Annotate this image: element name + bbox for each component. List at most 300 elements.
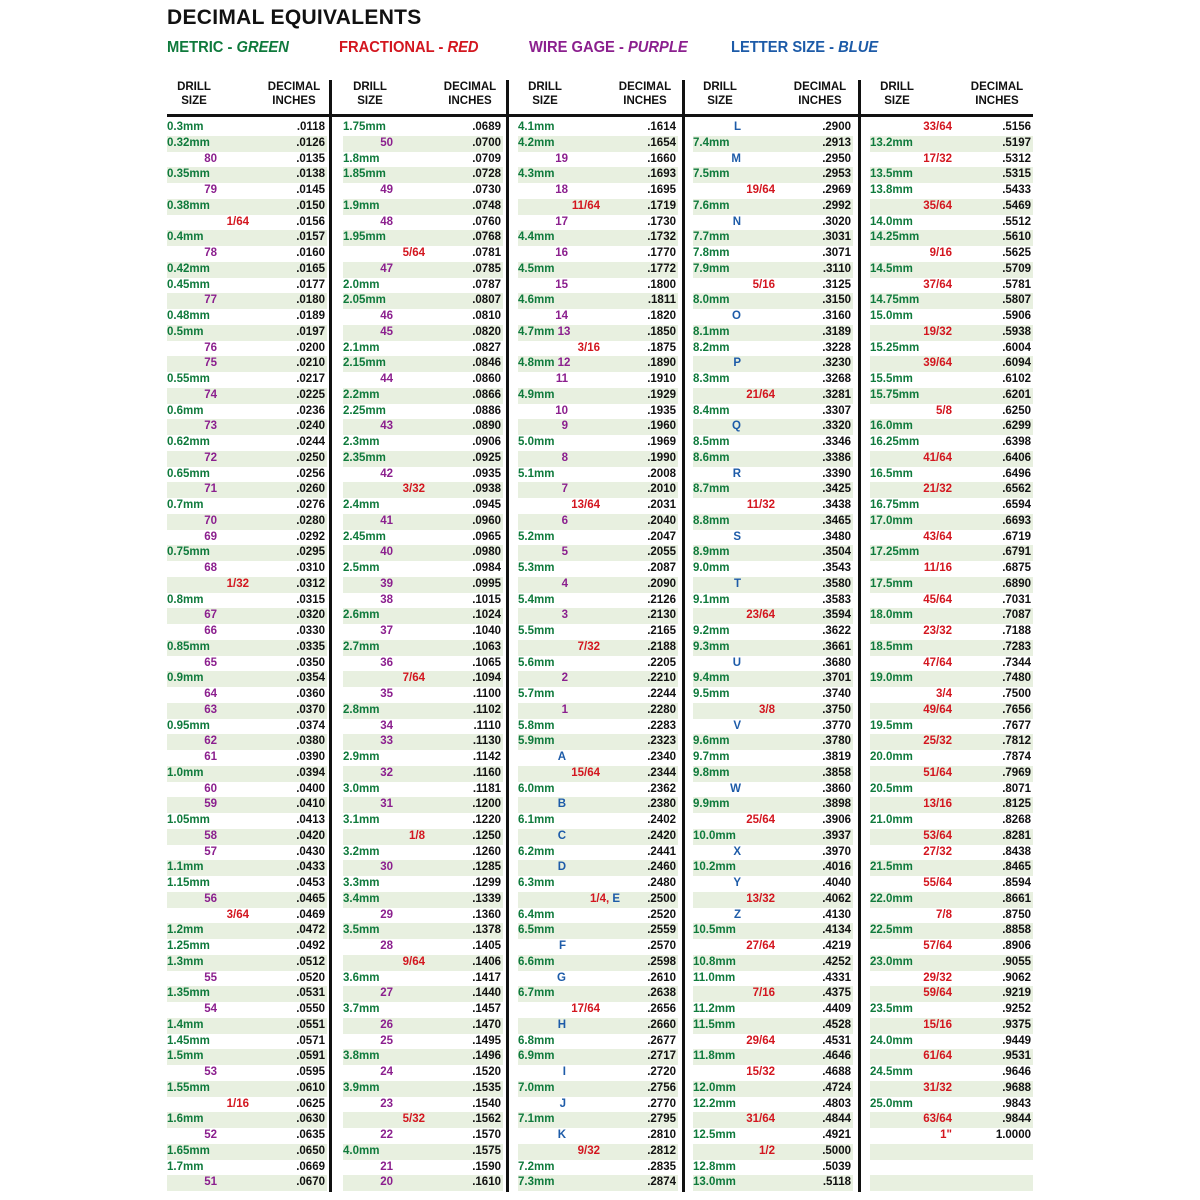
table-row bbox=[693, 262, 853, 278]
table-row bbox=[870, 561, 1033, 577]
decimal-inches: .3898 bbox=[822, 798, 851, 811]
table-row bbox=[693, 215, 853, 231]
drill-size: 1.1mm bbox=[167, 861, 204, 874]
drill-size: B bbox=[557, 798, 566, 811]
drill-size: 13.0mm bbox=[693, 1176, 736, 1189]
drill-size: 7.3mm bbox=[518, 1176, 555, 1189]
table-row bbox=[167, 608, 327, 624]
table-row bbox=[518, 1049, 678, 1065]
drill-size: 4.3mm bbox=[518, 168, 555, 181]
drill-size: 40 bbox=[380, 546, 393, 559]
decimal-inches: .6406 bbox=[1002, 451, 1031, 464]
drill-size: 17.0mm bbox=[870, 514, 913, 527]
header-text: INCHES bbox=[448, 95, 492, 107]
decimal-inches: .8071 bbox=[1002, 782, 1031, 795]
drill-size: 1.0mm bbox=[167, 766, 204, 779]
decimal-inches: .0472 bbox=[296, 924, 325, 937]
drill-size: 51/64 bbox=[923, 766, 952, 779]
drill-size: 4.8mm 12 bbox=[518, 357, 571, 370]
decimal-inches: .8750 bbox=[1002, 908, 1031, 921]
table-row bbox=[693, 1097, 853, 1113]
decimal-inches: .0925 bbox=[472, 451, 501, 464]
drill-size: 6.1mm bbox=[518, 814, 555, 826]
decimal-inches: .0965 bbox=[472, 530, 501, 543]
decimal-inches: .2812 bbox=[647, 1144, 676, 1157]
table-row bbox=[870, 719, 1033, 735]
decimal-inches: .1960 bbox=[647, 420, 676, 433]
table-row bbox=[518, 860, 678, 876]
drill-size: 7.4mm bbox=[693, 136, 730, 149]
drill-size: 35/64 bbox=[923, 199, 952, 212]
table-row bbox=[693, 1160, 853, 1176]
drill-size: 27/64 bbox=[746, 940, 775, 952]
decimal-inches: .2480 bbox=[647, 877, 676, 889]
header-text: SIZE bbox=[181, 95, 207, 107]
decimal-inches: .1610 bbox=[472, 1176, 501, 1189]
decimal-inches: .4409 bbox=[822, 1003, 851, 1015]
decimal-inches: .5315 bbox=[1002, 168, 1031, 181]
legend-wire-gage: WIRE GAGE - PURPLE bbox=[529, 39, 688, 56]
table-row bbox=[518, 687, 678, 703]
drill-size: 0.6mm bbox=[167, 404, 204, 417]
table-row bbox=[518, 199, 678, 215]
drill-size: 7/16 bbox=[752, 987, 775, 1000]
drill-size: 1.15mm bbox=[167, 877, 210, 889]
decimal-inches: .9646 bbox=[1002, 1066, 1031, 1078]
drill-size: 17.5mm bbox=[870, 577, 913, 590]
drill-size: 45 bbox=[380, 325, 393, 338]
decimal-inches: .5512 bbox=[1002, 215, 1031, 228]
drill-size: 15.25mm bbox=[870, 341, 920, 354]
table-row bbox=[343, 498, 503, 514]
decimal-inches: .2087 bbox=[647, 562, 676, 574]
drill-size: 20 bbox=[380, 1176, 393, 1189]
table-row bbox=[693, 703, 853, 719]
drill-size: 5.5mm bbox=[518, 625, 555, 637]
table-row bbox=[693, 656, 853, 672]
drill-size: 16 bbox=[555, 247, 568, 259]
decimal-inches: .1800 bbox=[647, 278, 676, 291]
table-row bbox=[343, 309, 503, 325]
decimal-inches: .0810 bbox=[472, 310, 501, 322]
decimal-inches: .0335 bbox=[296, 640, 325, 653]
decimal-inches: .2950 bbox=[822, 152, 851, 165]
table-row bbox=[167, 482, 327, 498]
drill-size: 8.3mm bbox=[693, 373, 730, 385]
drill-size: 6.8mm bbox=[518, 1034, 555, 1047]
drill-size: 3/32 bbox=[402, 483, 425, 496]
decimal-inches: .9055 bbox=[1002, 955, 1031, 968]
drill-size: 0.8mm bbox=[167, 593, 204, 606]
table-row bbox=[167, 813, 327, 829]
decimal-inches: .3465 bbox=[822, 514, 851, 527]
decimal-inches: .6094 bbox=[1002, 357, 1031, 370]
drill-size: 1/8 bbox=[409, 829, 425, 842]
table-row bbox=[518, 514, 678, 530]
decimal-inches: .3307 bbox=[822, 404, 851, 417]
decimal-inches-header bbox=[435, 80, 505, 108]
decimal-inches: .8438 bbox=[1002, 845, 1031, 858]
table-row bbox=[167, 703, 327, 719]
table-row bbox=[518, 782, 678, 798]
drill-size: 21.5mm bbox=[870, 861, 913, 874]
drill-size: 1.95mm bbox=[343, 231, 386, 244]
decimal-inches: .2441 bbox=[647, 845, 676, 858]
decimal-inches: .2656 bbox=[647, 1003, 676, 1015]
table-row bbox=[167, 593, 327, 609]
table-row bbox=[167, 246, 327, 262]
table-row bbox=[167, 1128, 327, 1144]
table-row bbox=[167, 577, 327, 593]
drill-size: 4.9mm bbox=[518, 388, 555, 401]
table-row bbox=[343, 766, 503, 782]
decimal-inches: .2756 bbox=[647, 1081, 676, 1094]
drill-size: Y bbox=[733, 877, 741, 889]
decimal-inches: .1496 bbox=[472, 1050, 501, 1063]
drill-size: 72 bbox=[204, 451, 217, 464]
decimal-inches: .0350 bbox=[296, 656, 325, 669]
drill-size: 3.2mm bbox=[343, 845, 380, 858]
decimal-inches: .4016 bbox=[822, 861, 851, 874]
table-row bbox=[343, 341, 503, 357]
drill-size: 31 bbox=[380, 798, 393, 811]
decimal-inches: .0126 bbox=[296, 136, 325, 149]
table-row bbox=[870, 530, 1033, 546]
table-row bbox=[870, 923, 1033, 939]
table-row bbox=[343, 215, 503, 231]
decimal-inches: .2420 bbox=[647, 829, 676, 842]
decimal-inches: .1015 bbox=[472, 593, 501, 606]
drill-size: 7.2mm bbox=[518, 1160, 555, 1173]
drill-size: 14.0mm bbox=[870, 215, 913, 228]
drill-size: 1 bbox=[561, 703, 568, 716]
table-row bbox=[343, 687, 503, 703]
drill-size: 8.2mm bbox=[693, 341, 730, 354]
drill-size: 4.4mm bbox=[518, 231, 555, 244]
header-text: INCHES bbox=[623, 95, 667, 107]
drill-size: 11 bbox=[555, 373, 568, 385]
decimal-inches: .2677 bbox=[647, 1034, 676, 1047]
decimal-inches: .2323 bbox=[647, 735, 676, 748]
drill-size: 7.5mm bbox=[693, 168, 730, 181]
decimal-inches: .9844 bbox=[1002, 1113, 1031, 1126]
drill-size: 51 bbox=[204, 1176, 217, 1189]
drill-size: 3.7mm bbox=[343, 1003, 380, 1015]
drill-size: 23.5mm bbox=[870, 1003, 913, 1015]
drill-size: 7 bbox=[561, 483, 568, 496]
table-row bbox=[343, 561, 503, 577]
decimal-inches: .0420 bbox=[296, 829, 325, 842]
table-row bbox=[167, 120, 327, 136]
drill-size: 8.9mm bbox=[693, 546, 730, 559]
decimal-inches: .0315 bbox=[296, 593, 325, 606]
table-row bbox=[693, 1175, 853, 1191]
drill-size: 5.0mm bbox=[518, 436, 555, 448]
decimal-inches: .5906 bbox=[1002, 310, 1031, 322]
decimal-inches: .0320 bbox=[296, 609, 325, 622]
table-row bbox=[693, 860, 853, 876]
table-row bbox=[870, 1018, 1033, 1034]
drill-size: 63 bbox=[204, 703, 217, 716]
table-row bbox=[343, 1065, 503, 1081]
table-row bbox=[167, 640, 327, 656]
drill-size: 1/32 bbox=[226, 577, 249, 590]
drill-size: 1.4mm bbox=[167, 1018, 204, 1031]
decimal-inches: .3320 bbox=[822, 420, 851, 433]
decimal-inches: .6890 bbox=[1002, 577, 1031, 590]
decimal-inches: .8858 bbox=[1002, 924, 1031, 937]
decimal-inches: .1770 bbox=[647, 247, 676, 259]
table-row bbox=[870, 971, 1033, 987]
table-row bbox=[870, 577, 1033, 593]
decimal-inches: .0886 bbox=[472, 404, 501, 417]
table-row bbox=[343, 1128, 503, 1144]
drill-size: 6.4mm bbox=[518, 908, 555, 921]
drill-size: 54 bbox=[204, 1003, 217, 1015]
table-row bbox=[693, 309, 853, 325]
decimal-inches: .2598 bbox=[647, 955, 676, 968]
table-row bbox=[167, 624, 327, 640]
drill-size: 4.2mm bbox=[518, 136, 555, 149]
drill-size: 21/64 bbox=[746, 388, 775, 401]
drill-size: 60 bbox=[204, 782, 217, 795]
table-row bbox=[167, 230, 327, 246]
table-row bbox=[870, 183, 1033, 199]
decimal-inches: .4921 bbox=[822, 1129, 851, 1141]
table-row bbox=[693, 435, 853, 451]
table-row bbox=[343, 656, 503, 672]
decimal-inches: .0400 bbox=[296, 782, 325, 795]
table-row bbox=[693, 1128, 853, 1144]
decimal-inches: .4062 bbox=[822, 892, 851, 905]
table-row bbox=[518, 530, 678, 546]
table-row bbox=[343, 845, 503, 861]
table-row bbox=[167, 356, 327, 372]
table-row bbox=[343, 246, 503, 262]
table-row bbox=[167, 325, 327, 341]
decimal-inches: .2010 bbox=[647, 483, 676, 496]
drill-size: 23/32 bbox=[923, 625, 952, 637]
decimal-inches: .6791 bbox=[1002, 546, 1031, 559]
table-row bbox=[870, 1034, 1033, 1050]
decimal-inches: .2770 bbox=[647, 1097, 676, 1110]
drill-size: 18.5mm bbox=[870, 640, 913, 653]
decimal-inches: .5610 bbox=[1002, 231, 1031, 244]
drill-size: 15.5mm bbox=[870, 373, 913, 385]
table-row bbox=[167, 939, 327, 955]
drill-size: 1" bbox=[940, 1129, 952, 1141]
table-row bbox=[693, 1018, 853, 1034]
table-row bbox=[693, 986, 853, 1002]
decimal-inches: .0571 bbox=[296, 1034, 325, 1047]
decimal-inches: .0551 bbox=[296, 1018, 325, 1031]
decimal-inches: .5807 bbox=[1002, 294, 1031, 307]
drill-size: 76 bbox=[204, 341, 217, 354]
table-row bbox=[518, 435, 678, 451]
decimal-inches: .1875 bbox=[647, 341, 676, 354]
decimal-inches: .0591 bbox=[296, 1050, 325, 1063]
drill-size: 57 bbox=[204, 845, 217, 858]
drill-size: 5/16 bbox=[752, 278, 775, 291]
table-row bbox=[167, 309, 327, 325]
decimal-inches: .0292 bbox=[296, 530, 325, 543]
table-row bbox=[167, 1002, 327, 1018]
drill-size: 6 bbox=[561, 514, 568, 527]
decimal-inches: .6693 bbox=[1002, 514, 1031, 527]
drill-size: 1.25mm bbox=[167, 940, 210, 952]
decimal-inches: .7656 bbox=[1002, 703, 1031, 716]
decimal-inches: .7969 bbox=[1002, 766, 1031, 779]
drill-size: 0.32mm bbox=[167, 136, 210, 149]
table-row bbox=[343, 829, 503, 845]
drill-size: 6.6mm bbox=[518, 955, 555, 968]
drill-size: O bbox=[732, 310, 741, 322]
table-row bbox=[343, 734, 503, 750]
table-row bbox=[693, 1002, 853, 1018]
drill-size: 6.2mm bbox=[518, 845, 555, 858]
decimal-inches: .0197 bbox=[296, 325, 325, 338]
table-row bbox=[518, 1128, 678, 1144]
decimal-inches: .1910 bbox=[647, 373, 676, 385]
drill-size: 7/32 bbox=[577, 640, 600, 653]
table-row bbox=[343, 640, 503, 656]
decimal-inches: .3425 bbox=[822, 483, 851, 496]
table-row bbox=[167, 372, 327, 388]
table-row bbox=[167, 262, 327, 278]
drill-size: 41/64 bbox=[923, 451, 952, 464]
table-row bbox=[518, 372, 678, 388]
decimal-inches: .0807 bbox=[472, 294, 501, 307]
table-row bbox=[693, 1112, 853, 1128]
table-row bbox=[870, 892, 1033, 908]
header-text: DRILL bbox=[353, 81, 387, 93]
table-row bbox=[343, 860, 503, 876]
decimal-inches: .0156 bbox=[296, 215, 325, 228]
table-row bbox=[167, 183, 327, 199]
drill-size: 64 bbox=[204, 688, 217, 700]
table-row bbox=[870, 766, 1033, 782]
drill-size: 12.5mm bbox=[693, 1129, 736, 1141]
drill-size: 3.5mm bbox=[343, 924, 380, 937]
table-row bbox=[693, 246, 853, 262]
decimal-inches: .1969 bbox=[647, 436, 676, 448]
table-row bbox=[343, 703, 503, 719]
table-row bbox=[343, 1002, 503, 1018]
drill-size: 7/8 bbox=[936, 908, 952, 921]
table-row bbox=[167, 199, 327, 215]
drill-size: 23.0mm bbox=[870, 955, 913, 968]
decimal-inches: .3150 bbox=[822, 294, 851, 307]
decimal-inches: .2570 bbox=[647, 940, 676, 952]
table-row bbox=[870, 482, 1033, 498]
table-row bbox=[167, 435, 327, 451]
decimal-inches: .1811 bbox=[647, 294, 676, 307]
table-row bbox=[870, 608, 1033, 624]
drill-size: 8.5mm bbox=[693, 436, 730, 448]
decimal-inches: .6562 bbox=[1002, 483, 1031, 496]
table-row bbox=[343, 939, 503, 955]
decimal-inches: .6299 bbox=[1002, 420, 1031, 433]
table-row bbox=[167, 923, 327, 939]
decimal-inches: .3906 bbox=[822, 814, 851, 826]
decimal-inches: .4219 bbox=[822, 940, 851, 952]
table-row bbox=[518, 955, 678, 971]
drill-size: U bbox=[732, 656, 741, 669]
drill-size: 5 bbox=[561, 546, 568, 559]
table-row bbox=[518, 152, 678, 168]
drill-size: 9/32 bbox=[577, 1144, 600, 1157]
table-row bbox=[870, 829, 1033, 845]
decimal-inches: .3125 bbox=[822, 278, 851, 291]
table-row bbox=[167, 782, 327, 798]
drill-size: 1.7mm bbox=[167, 1160, 204, 1173]
table-row bbox=[343, 514, 503, 530]
decimal-inches: .2795 bbox=[647, 1113, 676, 1126]
drill-size: 4.5mm bbox=[518, 262, 555, 275]
drill-size: 31/64 bbox=[746, 1113, 775, 1126]
decimal-inches: .3580 bbox=[822, 577, 851, 590]
drill-size: 3.6mm bbox=[343, 971, 380, 984]
drill-size: 49/64 bbox=[923, 703, 952, 716]
decimal-inches: .0650 bbox=[296, 1144, 325, 1157]
drill-size: 4 bbox=[561, 577, 568, 590]
decimal-inches: .7677 bbox=[1002, 719, 1031, 732]
decimal-inches: .1181 bbox=[472, 782, 501, 795]
table-row bbox=[518, 845, 678, 861]
decimal-inches: .4531 bbox=[822, 1034, 851, 1047]
drill-size: 8.7mm bbox=[693, 483, 730, 496]
header-text: DECIMAL bbox=[793, 81, 847, 93]
drill-size: 14.75mm bbox=[870, 294, 920, 307]
drill-size: 9.1mm bbox=[693, 593, 730, 606]
decimal-inches: .5781 bbox=[1002, 278, 1031, 291]
decimal-inches: .0995 bbox=[472, 577, 501, 590]
drill-size: W bbox=[730, 782, 741, 795]
table-row bbox=[518, 608, 678, 624]
decimal-inches: .1470 bbox=[472, 1018, 501, 1031]
decimal-inches: .0380 bbox=[296, 735, 325, 748]
decimal-inches: .0906 bbox=[472, 436, 501, 448]
table-row bbox=[518, 341, 678, 357]
color-legend bbox=[167, 39, 1067, 59]
table-row bbox=[870, 136, 1033, 152]
decimal-inches: .0330 bbox=[296, 625, 325, 637]
table-row bbox=[693, 797, 853, 813]
drill-size: 2.0mm bbox=[343, 278, 380, 291]
table-row bbox=[518, 1160, 678, 1176]
drill-size: 38 bbox=[380, 593, 393, 606]
decimal-inches: .0200 bbox=[296, 341, 325, 354]
decimal-inches: .1820 bbox=[647, 310, 676, 322]
table-row bbox=[343, 293, 503, 309]
decimal-inches: .1457 bbox=[472, 1003, 501, 1015]
drill-size: 6.0mm bbox=[518, 782, 555, 795]
table-row bbox=[693, 766, 853, 782]
drill-size: 17/32 bbox=[923, 152, 952, 165]
decimal-inches: .2008 bbox=[647, 467, 676, 480]
drill-size: 45/64 bbox=[923, 593, 952, 606]
table-row bbox=[870, 671, 1033, 687]
decimal-inches: .0984 bbox=[472, 562, 501, 574]
decimal-inches: .5118 bbox=[822, 1176, 851, 1189]
drill-size-header bbox=[685, 80, 755, 108]
drill-size: 1.2mm bbox=[167, 924, 204, 937]
drill-size: 80 bbox=[204, 152, 217, 165]
table-row bbox=[167, 136, 327, 152]
table-row bbox=[870, 514, 1033, 530]
drill-size: 25 bbox=[380, 1034, 393, 1047]
drill-size: 7.0mm bbox=[518, 1081, 555, 1094]
